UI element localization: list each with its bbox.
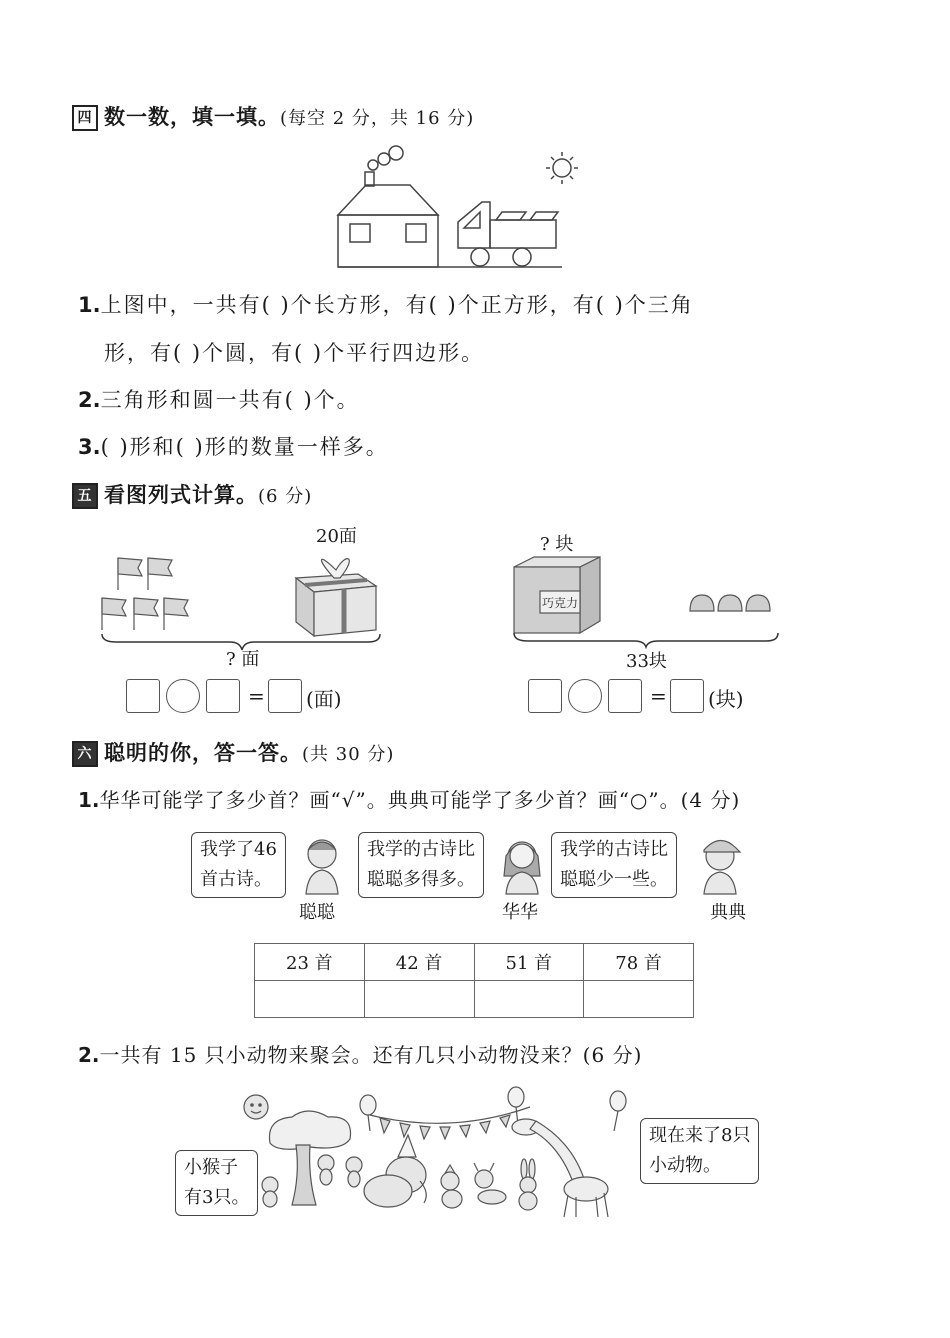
table-answer-cell[interactable]: [364, 981, 474, 1018]
chocolate-box-text: 巧克力: [541, 596, 579, 610]
bubble-line: 小猴子: [184, 1157, 238, 1178]
monkey-icon: [318, 1155, 334, 1185]
section-4-note: (每空 2 分，共 16 分): [280, 108, 475, 129]
question-6-1-text: 华华可能学了多少首？画“√”。典典可能学了多少首？画“○”。(4 分): [99, 788, 741, 812]
question-4-1-line-2: 形，有( )个圆，有( )个平行四边形。: [104, 341, 485, 365]
table-header-cell: 51 首: [474, 944, 584, 981]
speech-bubble-congcong: [191, 832, 286, 898]
answer-box-right-2[interactable]: [608, 679, 642, 713]
operator-circle-left[interactable]: [166, 679, 200, 713]
table-answer-cell[interactable]: [584, 981, 694, 1018]
flag-total-label: ? 面: [226, 649, 260, 670]
operator-circle-right[interactable]: [568, 679, 602, 713]
flag-icon: [164, 598, 188, 630]
children-figures: [290, 832, 750, 896]
chocolate-box-icon: [514, 557, 600, 633]
fox-icon: [441, 1165, 462, 1208]
animal-party-picture: [230, 1085, 640, 1220]
question-6-1: [78, 784, 740, 813]
section-5-title: 看图列式计算。: [104, 483, 258, 507]
table-answer-cell[interactable]: [255, 981, 365, 1018]
house-body: [338, 215, 438, 267]
house-window-left: [350, 224, 370, 242]
flag-icon: [134, 598, 158, 630]
tree-icon: [269, 1111, 350, 1205]
truck-cab: [458, 202, 490, 248]
bunting-flags: [380, 1115, 510, 1139]
bubble-line: 首古诗。: [200, 869, 272, 890]
truck-parallelogram-2: [530, 212, 558, 220]
house-truck-picture: [330, 140, 580, 275]
boy-diandian-icon: [704, 840, 740, 894]
smoke-circle-small: [368, 160, 378, 170]
section-5-heading: [72, 479, 312, 509]
chimney: [365, 172, 374, 186]
section-4-title: 数一数，填一填。: [104, 105, 280, 129]
bubble-line: 我学了46: [200, 839, 277, 860]
answer-box-right-result[interactable]: [670, 679, 704, 713]
question-6-2-number: 2.: [78, 1043, 100, 1067]
table-answer-row: [255, 981, 694, 1018]
question-4-1-line-1: [78, 289, 694, 319]
balloon-icon: [610, 1091, 626, 1131]
bubble-line: 聪聪多得多。: [367, 869, 475, 890]
elephant-icon: [364, 1135, 426, 1207]
sun-circle: [553, 159, 571, 177]
section-5-badge: 五: [72, 483, 98, 509]
bubble-line: 小动物。: [649, 1155, 721, 1176]
question-4-2-number: 2.: [78, 388, 101, 412]
sun-rays: [546, 152, 578, 184]
table-header-cell: 42 首: [364, 944, 474, 981]
right-brace: [514, 633, 778, 647]
smoke-circle-large: [389, 146, 403, 160]
smoke-circle-medium: [378, 153, 390, 165]
truck-wheel-back: [513, 248, 531, 266]
sun-icon: [244, 1095, 268, 1119]
truck-parallelogram: [496, 212, 526, 220]
unit-label-left: (面): [306, 687, 342, 711]
flag-icon: [102, 598, 126, 630]
gift-box-icon: [296, 559, 376, 636]
girl-huahua-icon: [504, 842, 540, 894]
speech-bubble-arrived: [640, 1118, 759, 1184]
question-6-2-text: 一共有 15 只小动物来聚会。还有几只小动物没来？(6 分): [99, 1043, 643, 1067]
name-diandian: 典典: [710, 902, 746, 923]
question-6-2: [78, 1039, 642, 1068]
flag-icon: [148, 558, 172, 590]
section-5-note: (6 分): [258, 486, 313, 507]
bubble-line: 聪聪少一些。: [560, 869, 668, 890]
gift-count-label: 20面: [316, 526, 357, 547]
question-4-3-text: ( )形和( )形的数量一样多。: [100, 435, 389, 459]
question-4-3: [78, 431, 389, 461]
house-window-right: [406, 224, 426, 242]
question-4-2: [78, 384, 360, 414]
balloon-icon: [360, 1095, 376, 1131]
table-header-row: [255, 944, 694, 981]
question-4-2-text: 三角形和圆一共有( )个。: [100, 388, 360, 412]
speech-bubble-monkeys: [175, 1150, 258, 1216]
section-4-heading: [72, 101, 474, 131]
monkey-icon: [262, 1177, 278, 1207]
section-6-badge: 六: [72, 741, 98, 767]
table-header-cell: 78 首: [584, 944, 694, 981]
chocolate-total-label: 33块: [626, 651, 667, 672]
boy-congcong-icon: [306, 840, 338, 894]
equals-sign-right: =: [650, 684, 667, 708]
flag-icon: [118, 558, 142, 590]
chocolate-count-label: ? 块: [540, 534, 574, 555]
chocolate-pieces-icon: [690, 595, 770, 611]
name-huahua: 华华: [502, 902, 538, 923]
monkey-icon: [346, 1157, 362, 1187]
question-4-1-number: 1.: [78, 293, 101, 317]
section-6-note: (共 30 分): [302, 744, 395, 765]
table-header-cell: 23 首: [255, 944, 365, 981]
answer-box-left-1[interactable]: [126, 679, 160, 713]
answer-box-right-1[interactable]: [528, 679, 562, 713]
question-4-1-text-1: 上图中，一共有( )个长方形，有( )个正方形，有( )个三角: [100, 293, 694, 317]
table-answer-cell[interactable]: [474, 981, 584, 1018]
poem-count-table: [254, 943, 694, 1018]
roof-trapezoid: [338, 185, 438, 215]
section-6-heading: [72, 737, 394, 767]
bubble-line: 我学的古诗比: [560, 839, 668, 860]
section-6-title: 聪明的你，答一答。: [104, 741, 302, 765]
chocolate-box-picture: [508, 555, 786, 649]
bubble-line: 我学的古诗比: [367, 839, 475, 860]
deer-icon: [474, 1163, 506, 1204]
bubble-line: 现在来了8只: [649, 1125, 751, 1146]
answer-box-left-result[interactable]: [268, 679, 302, 713]
name-congcong: 聪聪: [299, 902, 335, 923]
unit-label-right: (块): [708, 687, 744, 711]
section-4-badge: 四: [72, 105, 98, 131]
flags-and-gift-picture: [96, 548, 386, 658]
rabbit-icon: [519, 1159, 537, 1210]
equals-sign-left: =: [248, 684, 265, 708]
question-6-1-number: 1.: [78, 788, 100, 812]
bubble-line: 有3只。: [184, 1187, 250, 1208]
answer-box-left-2[interactable]: [206, 679, 240, 713]
truck-body: [490, 220, 556, 248]
question-4-3-number: 3.: [78, 435, 101, 459]
truck-wheel-front: [471, 248, 489, 266]
